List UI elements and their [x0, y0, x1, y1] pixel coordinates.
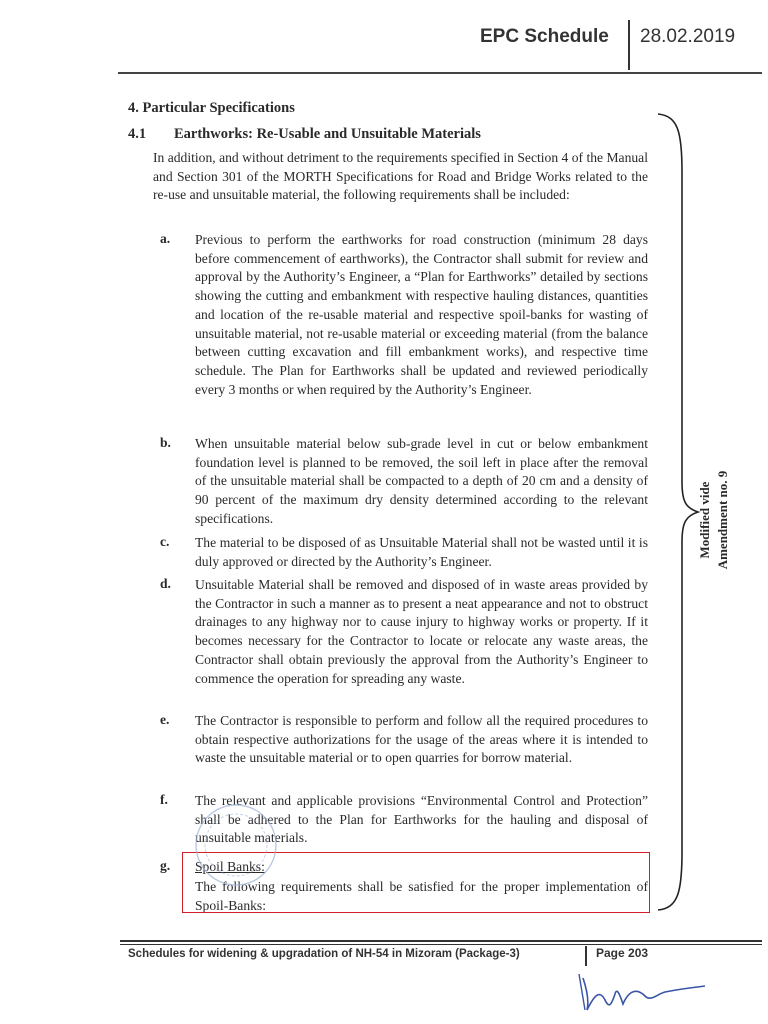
item-f-label: f.: [160, 792, 168, 807]
item-d-label: d.: [160, 576, 171, 591]
item-a-label: a.: [160, 231, 171, 246]
amendment-note: [693, 470, 735, 570]
subsection-number: 4.1: [128, 126, 147, 142]
subsection-title: Earthworks: Re-Usable and Unsuitable Materials: [174, 126, 481, 142]
item-c-label: c.: [160, 534, 170, 549]
stamp-seal: [178, 790, 298, 890]
header-rule: [118, 72, 762, 74]
footer-text: Schedules for widening & upgradation of NH-54 in Mizoram (Package-3): [128, 948, 520, 960]
item-g-label: g.: [160, 858, 171, 873]
amendment-note-line2: Amendment no. 9: [715, 470, 730, 570]
item-d-text: Unsuitable Material shall be removed and disposed of in waste areas provided by the Contractor in such a manner as to present a neat appearance and not to obstruct drainages to any highway nor to cause injury to highway works or property. If it becomes necessary for the Contractor to locate or relocate any waste areas, the Contractor shall obtain previously the approval from the Authority’s Engineer to commence the operation for spreading any waste.: [195, 577, 648, 686]
footer-rule-top: [120, 940, 762, 942]
section-heading: 4. Particular Specifications: [128, 100, 295, 116]
item-e-text: The Contractor is responsible to perform and follow all the required procedures to obtain respective authorizations for the usage of the areas where it is intended to waste the unsuitable material or to open quarries for borrow material.: [195, 713, 648, 766]
amendment-note-line1: Modified vide: [697, 481, 712, 559]
item-a-text: Previous to perform the earthworks for road construction (minimum 28 days before commencement of earthworks), the Contractor shall submit for review and approval by the Authority’s Engineer, a “Plan for Earthworks” detailed by sections showing the cutting and embankment with respective hauling distances, quantities and location of the re-usable material and respective spoil-banks for wasting of unsuitable material, not re-usable material or exceeding material (from the balance between cutting excavation and fill embankment works), and respective time schedule. The Plan for Earthworks shall be updated and reviewed periodically every 3 months or when required by the Authority’s Engineer.: [195, 232, 648, 397]
item-c-text: The material to be disposed of as Unsuitable Material shall not be wasted until it is duly approved or directed by the Authority’s Engineer.: [195, 535, 648, 569]
intro-paragraph: In addition, and without detriment to the requirements specified in Section 4 of the Manual and Section 301 of the MORTH Specifications for Road and Bridge Works related to the re-use and unsuitable material, the following requirements shall be included:: [153, 150, 648, 203]
item-g-text: The following requirements shall be satisfied for the proper implementation of Spoil-Banks:: [195, 879, 648, 913]
item-e-label: e.: [160, 712, 170, 727]
header-title: EPC Schedule: [480, 26, 609, 47]
item-f-text: The relevant and applicable provisions “Environmental Control and Protection” shall be adhered to the Plan for Earthworks for the hauling and disposal of unsuitable materials.: [195, 793, 648, 846]
item-g-title: Spoil Banks:: [195, 859, 265, 874]
item-b-label: b.: [160, 435, 171, 450]
footer-rule-bottom: [120, 944, 762, 945]
header-date: 28.02.2019: [640, 26, 736, 47]
header-divider: [628, 20, 630, 70]
footer-page-number: Page 203: [596, 946, 649, 960]
signature: [565, 950, 720, 1015]
item-b-text: When unsuitable material below sub-grade level in cut or below embankment foundation level is planned to be removed, the soil left in place after the removal of the unsuitable material shall be compacted to a depth of 20 cm and a density of 90 percent of the maximum dry density determined according to the relevant specifications.: [195, 436, 648, 526]
